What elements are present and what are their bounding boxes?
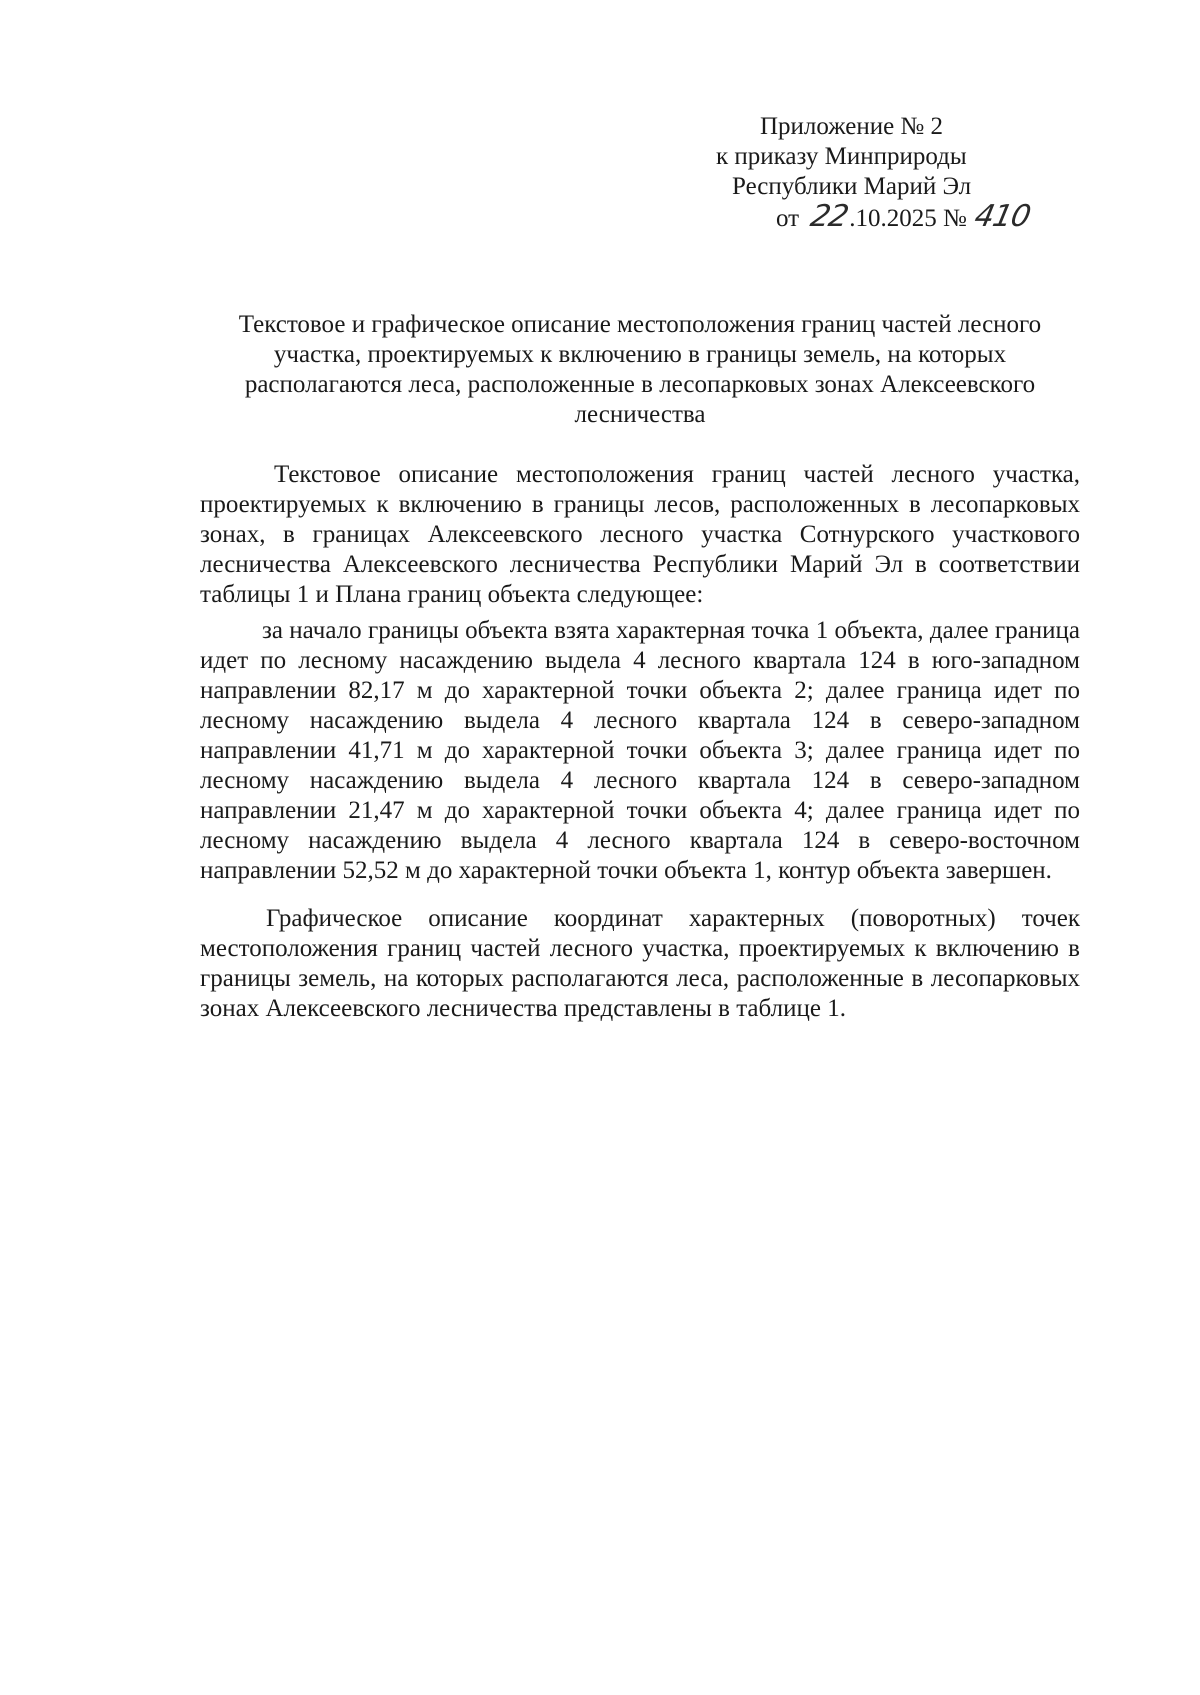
order-reference: к приказу Минприроды (716, 143, 967, 170)
appendix-number: Приложение № 2 (760, 113, 944, 140)
handwritten-day: 22 (807, 199, 852, 234)
appendix-header (700, 112, 1080, 234)
document-body (200, 460, 1080, 1024)
paragraph-graphic-description: Графическое описание координат характерных (поворотных) точек местоположения границ частей лесного участка, проектируемых к включению в границы земель, на которых располагаются леса, расположенные в лесопарковых зонах Алексеевского лесничества представлены в таблице 1. (200, 905, 1080, 1022)
date-prefix: от (776, 205, 800, 232)
paragraph-text-description: Текстовое описание местоположения границ частей лесного участка, проектируемых к включению в границы лесов, расположенных в лесопарковых зонах, в границах Алексеевского лесного участка Сотнурского участкового лесничества Алексеевского лесничества Республики Марий Эл в соответствии таблицы 1 и Плана границ объекта следующее: (200, 461, 1080, 608)
document-title: Текстовое и графическое описание местоположения границ частей лесного участка, проектируемых к включению в границы земель, на которых располагаются леса, расположенные в лесопарковых зонах Алексеевского лесничества (238, 311, 1042, 428)
paragraph-boundary-route: за начало границы объекта взята характерная точка 1 объекта, далее граница идет по лесному насаждению выдела 4 лесного квартала 124 в юго-западном направлении 82,17 м до характерной точки объекта 2; далее граница идет по лесному насаждению выдела 4 лесного квартала 124 в северо-западном направлении 41,71 м до характерной точки объекта 3; далее граница идет по лесному насаждению выдела 4 лесного квартала 124 в северо-западном направлении 21,47 м до характерной точки объекта 4; далее граница идет по лесному насаждению выдела 4 лесного квартала 124 в северо-восточном направлении 52,52 м до характерной точки объекта 1, контур объекта завершен. (200, 617, 1080, 884)
date-rest: .10.2025 № (849, 205, 967, 232)
order-date-line (700, 199, 1080, 234)
handwritten-order-number: 410 (971, 199, 1033, 234)
republic-name: Республики Марий Эл (732, 173, 972, 200)
